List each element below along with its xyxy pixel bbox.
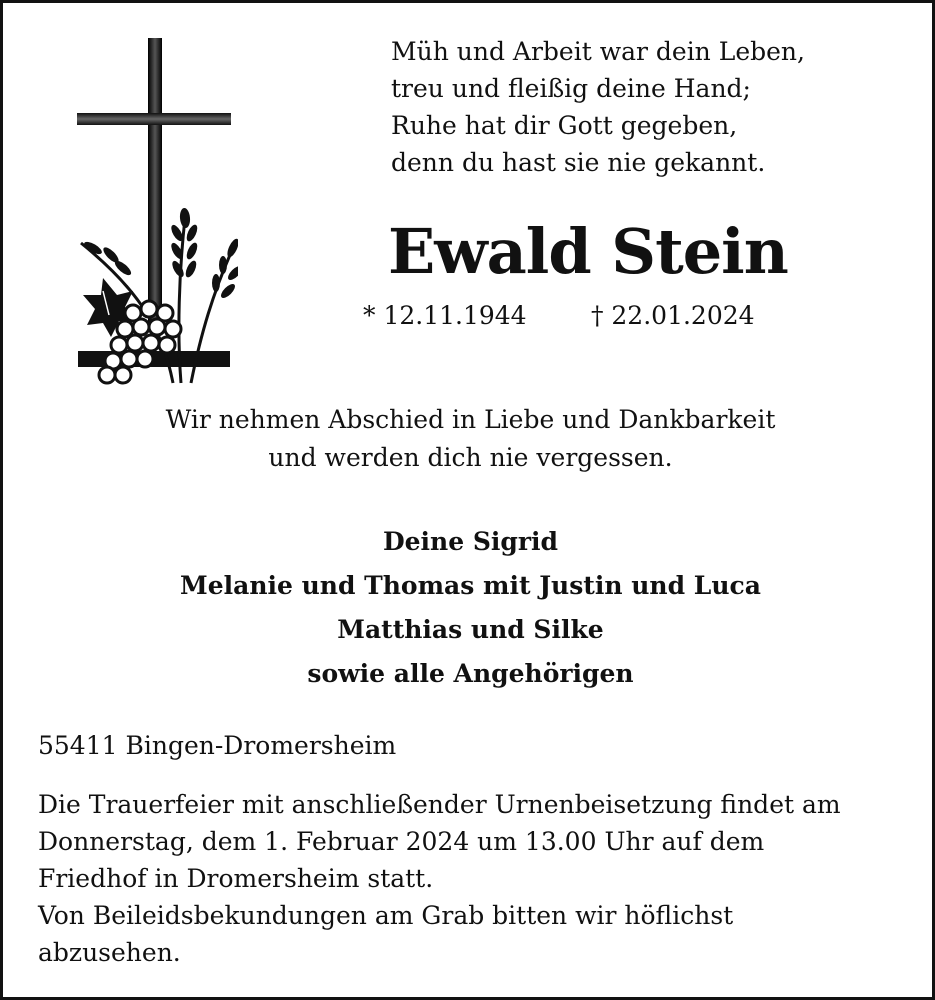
details-line: Donnerstag, dem 1. Februar 2024 um 13.00 Uhr auf dem bbox=[38, 827, 765, 856]
details-line: Die Trauerfeier mit anschließender Urnenbeisetzung findet am bbox=[38, 790, 841, 819]
farewell-text bbox=[3, 401, 935, 477]
life-dates bbox=[363, 301, 755, 330]
poem-line: Ruhe hat dir Gott gegeben, bbox=[391, 111, 738, 140]
birth-date: * 12.11.1944 bbox=[363, 301, 527, 330]
mourner-line: Melanie und Thomas mit Justin und Luca bbox=[180, 571, 761, 600]
cross-wheat-grapes-icon bbox=[73, 33, 238, 388]
ceremony-details bbox=[38, 786, 908, 971]
mourners-list bbox=[3, 520, 935, 696]
location-line: 55411 Bingen-Dromersheim bbox=[38, 731, 397, 760]
poem-line: treu und fleißig deine Hand; bbox=[391, 74, 751, 103]
mourner-line: Matthias und Silke bbox=[337, 615, 604, 644]
death-date: † 22.01.2024 bbox=[590, 301, 755, 330]
details-line: Friedhof in Dromersheim statt. bbox=[38, 864, 434, 893]
farewell-line: und werden dich nie vergessen. bbox=[268, 443, 673, 472]
details-line: Von Beileidsbekundungen am Grab bitten wir höflichst bbox=[38, 901, 734, 930]
details-line: abzusehen. bbox=[38, 938, 181, 967]
poem-verse bbox=[391, 33, 805, 181]
mourner-line: sowie alle Angehörigen bbox=[307, 659, 634, 688]
poem-line: Müh und Arbeit war dein Leben, bbox=[391, 37, 805, 66]
deceased-name: Ewald Stein bbox=[388, 215, 788, 288]
poem-line: denn du hast sie nie gekannt. bbox=[391, 148, 766, 177]
farewell-line: Wir nehmen Abschied in Liebe und Dankbarkeit bbox=[165, 405, 776, 434]
mourner-line: Deine Sigrid bbox=[382, 527, 559, 556]
